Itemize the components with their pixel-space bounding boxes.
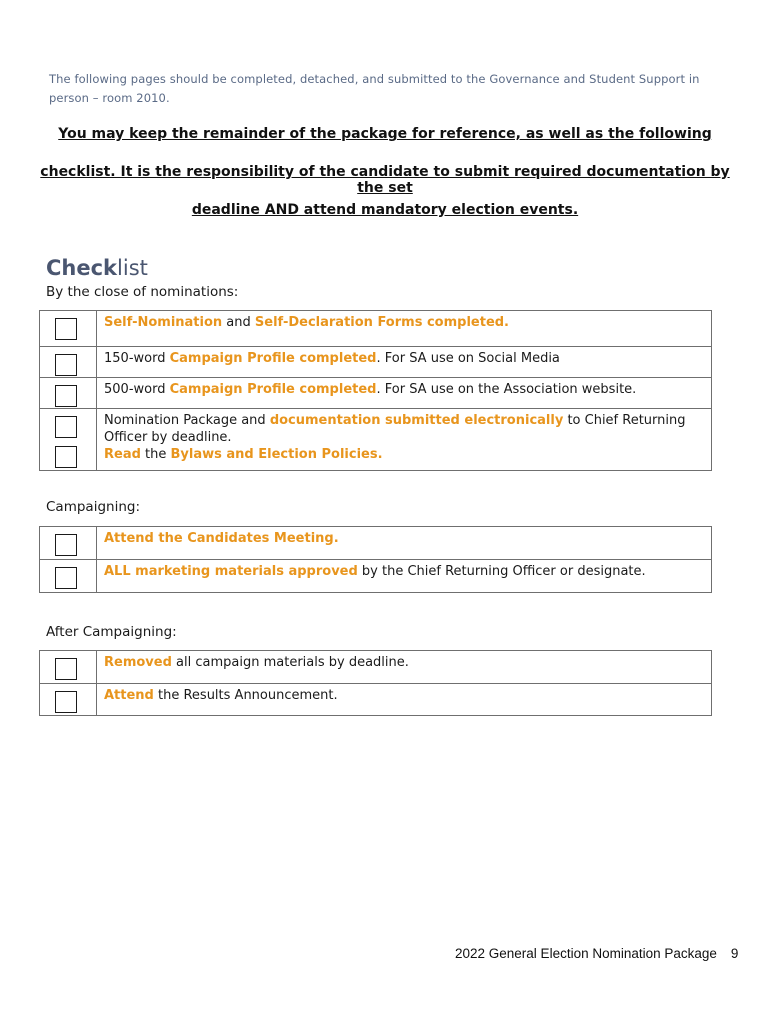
checklist-row — [40, 651, 712, 684]
notice-line-1: You may keep the remainder of the package for reference, as well as the following — [58, 126, 712, 142]
checklist-item: Attend the Candidates Meeting. — [97, 527, 712, 560]
footer-title: 2022 General Election Nomination Package — [455, 946, 717, 961]
checklist-item: Nomination Package and documentation submitted electronically to Chief Returning Officer by deadline. — [97, 409, 712, 447]
checklist-row — [40, 347, 712, 378]
nominations-table — [39, 310, 712, 471]
checklist-item: Read the Bylaws and Election Policies. — [97, 446, 712, 470]
checklist-heading-rest: list — [117, 256, 148, 280]
checkbox[interactable] — [55, 385, 77, 407]
checklist-item: Removed all campaign materials by deadline. — [97, 651, 712, 684]
checklist-item: Self-Nomination and Self-Declaration Forms completed. — [97, 311, 712, 347]
checklist-row — [40, 311, 712, 347]
checklist-row — [40, 527, 712, 560]
checkbox[interactable] — [55, 567, 77, 589]
checkbox[interactable] — [55, 416, 77, 438]
nominations-label: By the close of nominations: — [46, 284, 239, 300]
campaigning-table — [39, 526, 712, 593]
checklist-heading-bold: Check — [46, 256, 118, 280]
notice-line-2: checklist. It is the responsibility of the candidate to submit required documentation by the set — [40, 164, 730, 196]
checklist-item: 150-word Campaign Profile completed. For SA use on Social Media — [97, 347, 712, 378]
checklist-item: Attend the Results Announcement. — [97, 684, 712, 716]
campaigning-label: Campaigning: — [46, 499, 140, 515]
checkbox[interactable] — [55, 691, 77, 713]
checkbox[interactable] — [55, 446, 77, 468]
after-campaigning-label: After Campaigning: — [46, 624, 177, 640]
checklist-row — [40, 378, 712, 409]
checklist-row — [40, 409, 712, 447]
checklist-item: 500-word Campaign Profile completed. For SA use on the Association website. — [97, 378, 712, 409]
page-footer — [455, 946, 738, 961]
checklist-row — [40, 684, 712, 716]
checkbox[interactable] — [55, 534, 77, 556]
checklist-item: ALL marketing materials approved by the Chief Returning Officer or designate. — [97, 560, 712, 593]
page-number: 9 — [730, 946, 739, 961]
checkbox[interactable] — [55, 318, 77, 340]
intro-text: The following pages should be completed, detached, and submitted to the Governance and Student Support in person – room 2010. — [49, 72, 700, 105]
checkbox[interactable] — [55, 354, 77, 376]
checkbox[interactable] — [55, 658, 77, 680]
checklist-row — [40, 446, 712, 470]
checklist-row — [40, 560, 712, 593]
after-campaigning-table — [39, 650, 712, 716]
checklist-heading — [46, 256, 148, 280]
notice-line-3: deadline AND attend mandatory election events. — [191, 202, 579, 218]
